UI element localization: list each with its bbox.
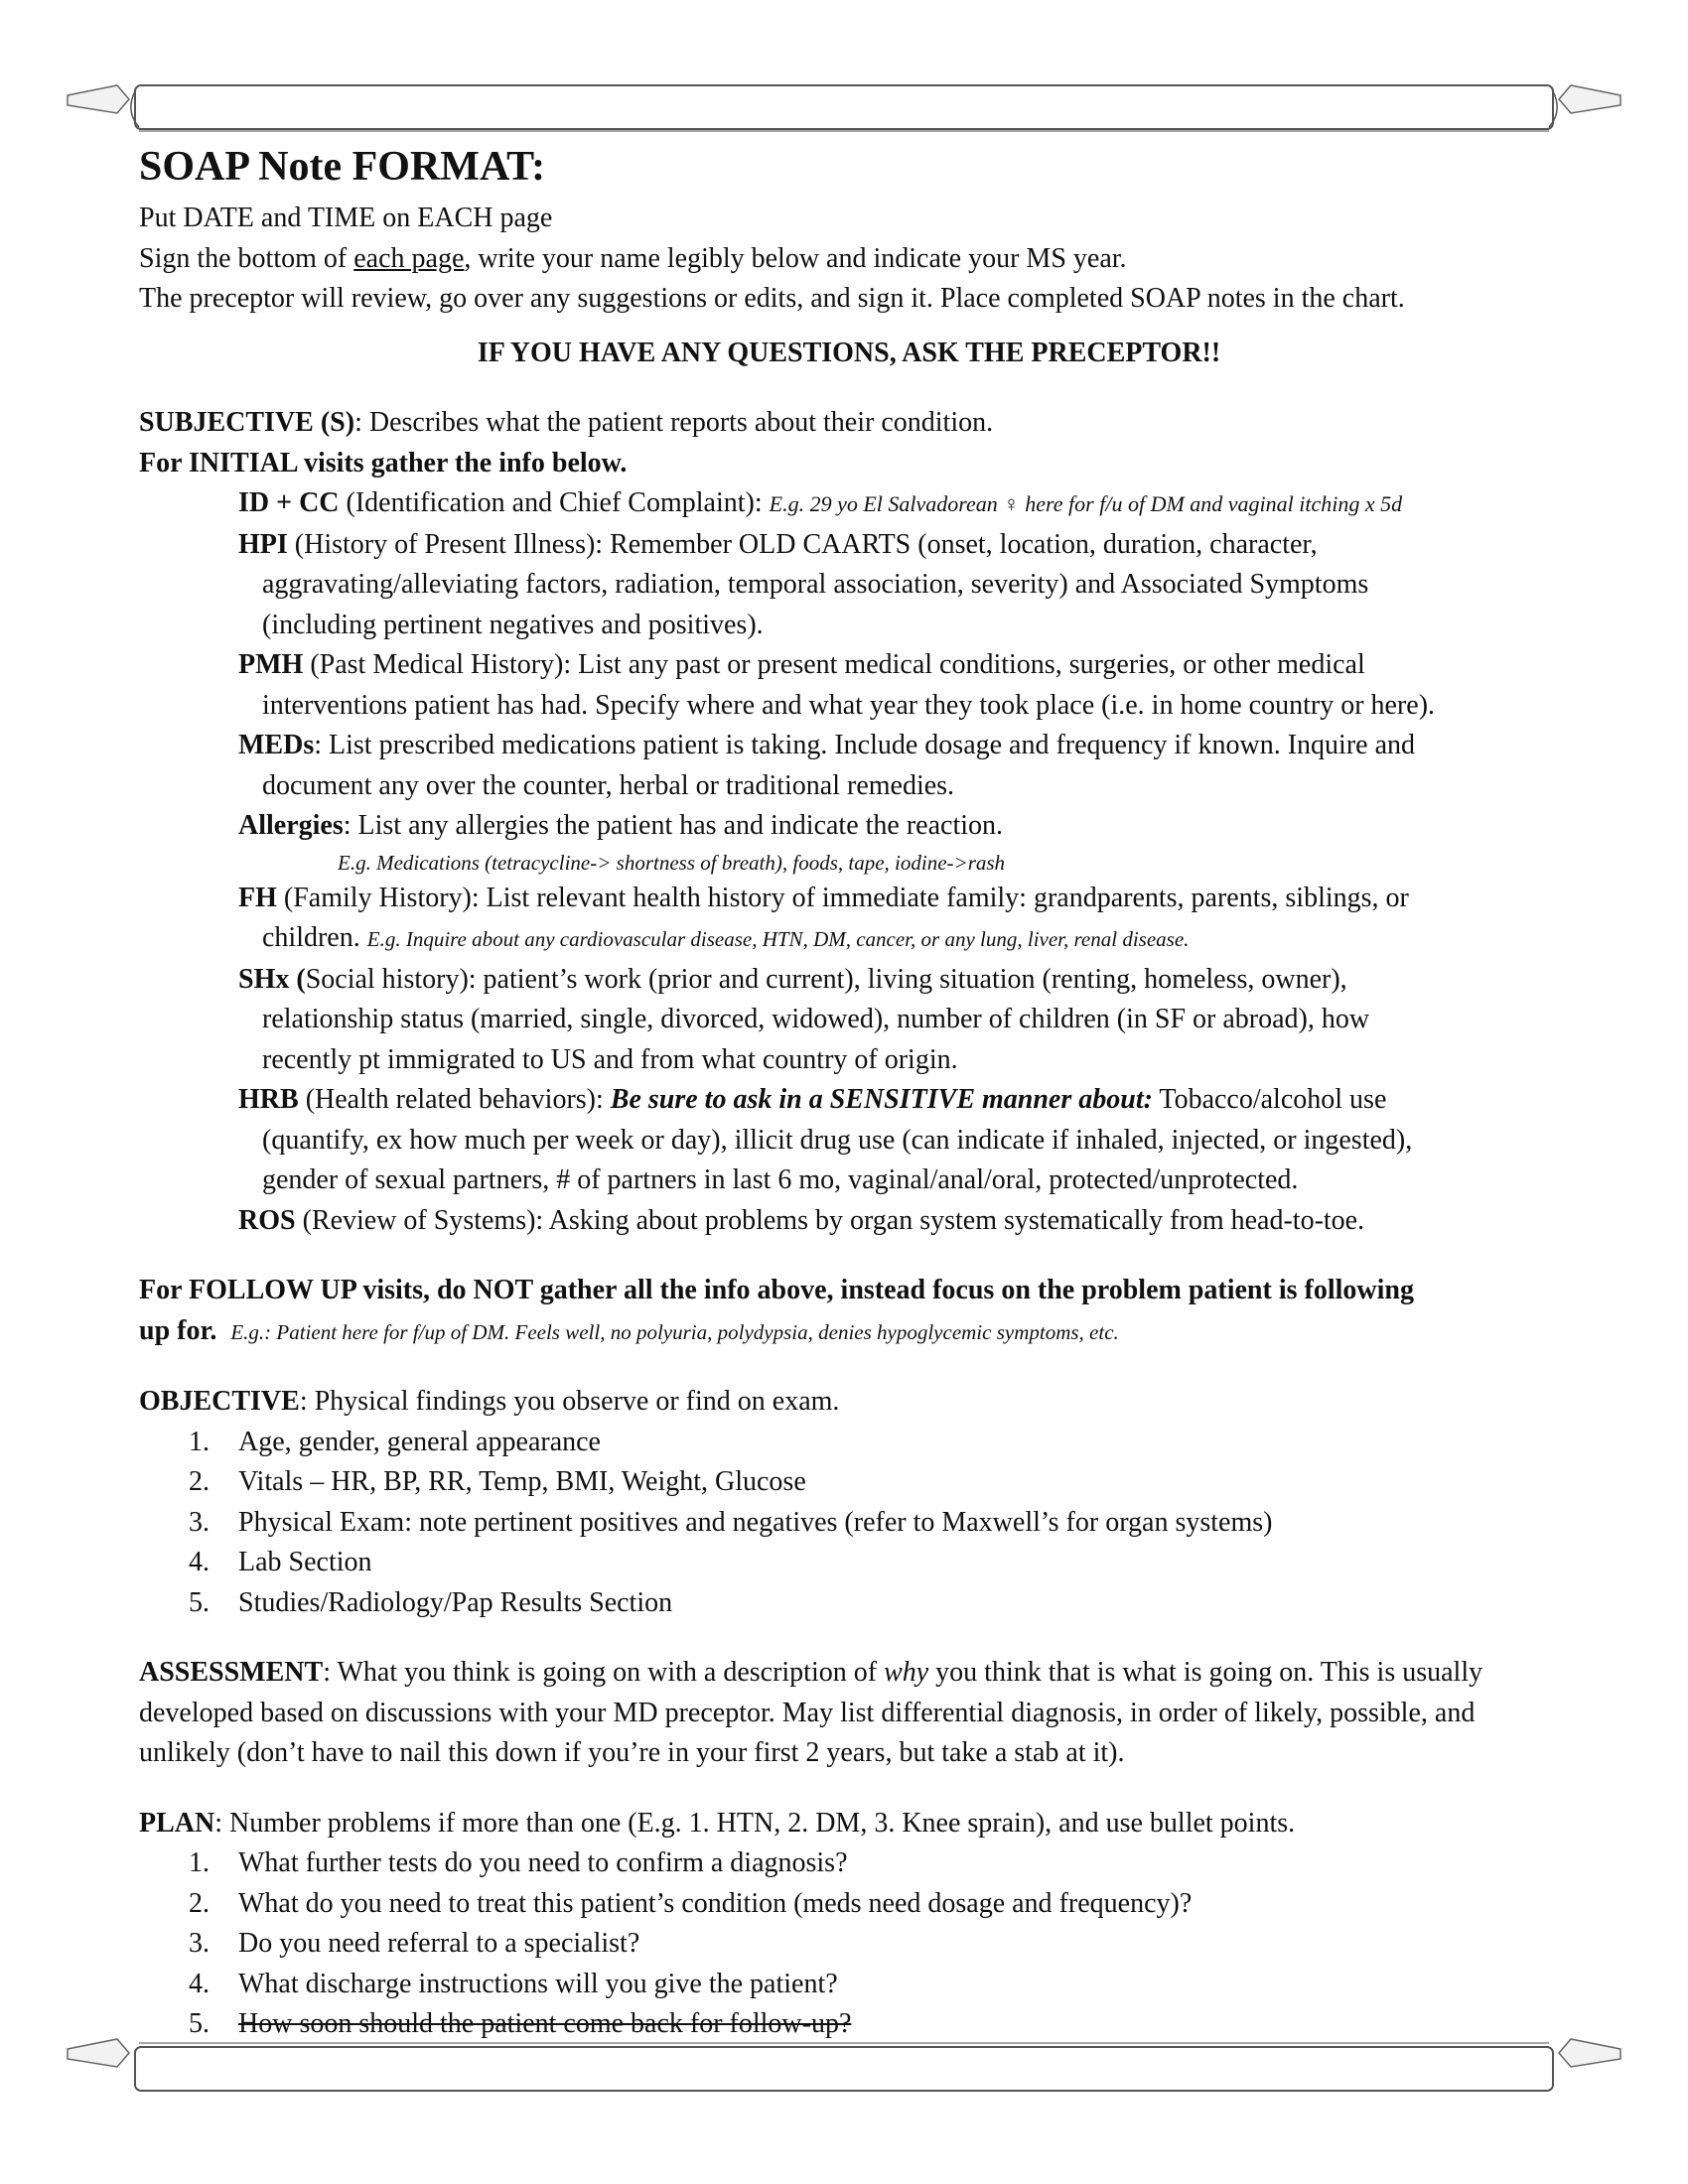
objective-heading-line — [139, 1382, 1559, 1423]
id-cc-text: (Identification and Chief Complaint): — [339, 487, 770, 518]
hpi-label: HPI — [238, 528, 288, 560]
id-cc-example: E.g. 29 yo El Salvadorean ♀ here for f/u of DM and vaginal itching x 5d — [769, 491, 1403, 516]
fh-line-2 — [262, 918, 1559, 960]
list-item-text: Studies/Radiology/Pap Results Section — [238, 1586, 673, 1618]
intro-underlined-text: each page — [353, 242, 465, 274]
shx-line-2: relationship status (married, single, divorced, widowed), number of children (in SF or abroad), how — [262, 1004, 1370, 1034]
ros-item — [238, 1201, 1559, 1242]
shx-label: SHx ( — [238, 963, 306, 995]
hrb-item — [238, 1080, 1559, 1121]
hpi-line-3: (including pertinent negatives and positives). — [262, 609, 764, 640]
list-item-text: What further tests do you need to confirm a diagnosis? — [238, 1847, 848, 1878]
pmh-item — [238, 645, 1559, 686]
hrb-emphasis: Be sure to ask in a SENSITIVE manner about: — [610, 1084, 1153, 1115]
list-number: 1. — [189, 1426, 210, 1457]
followup-line-2-bold: up for. — [139, 1314, 217, 1346]
intro-line-2 — [139, 239, 1559, 280]
list-number: 2. — [189, 1466, 210, 1497]
soap-document — [139, 139, 1559, 2045]
meds-line-1: : List prescribed medications patient is taking. Include dosage and frequency if known. Inquire and — [314, 730, 1416, 760]
list-item — [139, 1503, 1559, 1544]
subjective-desc: : Describes what the patient reports about their condition. — [354, 407, 994, 438]
list-number: 3. — [189, 1928, 210, 1959]
list-item-text: Do you need referral to a specialist? — [238, 1928, 640, 1959]
pmh-line-1: (Past Medical History): List any past or present medical conditions, surgeries, or other medical — [303, 649, 1365, 680]
list-number: 4. — [189, 1547, 210, 1577]
shx-item — [238, 960, 1559, 1001]
list-item — [139, 1543, 1559, 1583]
list-number: 5. — [189, 2008, 210, 2039]
list-number: 5. — [189, 1586, 210, 1618]
hrb-line-2: (quantify, ex how much per week or day), illicit drug use (can indicate if inhaled, injected, or ingested), — [262, 1124, 1413, 1156]
list-number: 3. — [189, 1506, 210, 1538]
list-item — [139, 1924, 1559, 1965]
hrb-label: HRB — [238, 1084, 299, 1115]
ros-line-1: (Review of Systems): Asking about problems by organ system systematically from head-to-toe. — [295, 1204, 1365, 1236]
list-item-text: Lab Section — [238, 1547, 372, 1577]
meds-label: MEDs — [238, 730, 315, 760]
list-number: 4. — [189, 1968, 210, 1999]
hrb-text: (Health related behaviors): — [298, 1084, 611, 1115]
fh-item — [238, 879, 1559, 919]
allergies-example: E.g. Medications (tetracycline-> shortness of breath), foods, tape, iodine->rash — [338, 850, 1006, 875]
assessment-italic: why — [884, 1657, 929, 1688]
list-number: 2. — [189, 1887, 210, 1919]
id-cc-item — [238, 483, 1559, 525]
plan-heading: PLAN — [139, 1807, 215, 1839]
objective-list — [139, 1423, 1559, 1624]
pmh-line-2: interventions patient has had. Specify where and what year they took place (i.e. in home country or here). — [262, 689, 1436, 721]
top-scroll-banner — [60, 81, 1628, 145]
fh-example: E.g. Inquire about any cardiovascular disease, HTN, DM, cancer, or any lung, liver, renal disease. — [366, 927, 1190, 951]
allergies-line-1: : List any allergies the patient has and indicate the reaction. — [343, 810, 1003, 841]
list-item — [139, 1423, 1559, 1463]
list-item-text: What do you need to treat this patient’s condition (meds need dosage and frequency)? — [238, 1887, 1193, 1919]
shx-line-1: Social history): patient’s work (prior and current), living situation (renting, homeless, owner), — [305, 963, 1347, 995]
subjective-heading: SUBJECTIVE (S) — [139, 407, 355, 438]
hpi-line-1: (History of Present Illness): Remember OLD CAARTS (onset, location, duration, character, — [287, 528, 1318, 560]
intro-line-2-pre: Sign the bottom of — [139, 242, 354, 274]
hrb-line-3: gender of sexual partners, # of partners in last 6 mo, vaginal/anal/oral, protected/unprotected. — [262, 1164, 1299, 1195]
intro-line-3: The preceptor will review, go over any suggestions or edits, and sign it. Place completed SOAP notes in the chart. — [139, 283, 1405, 314]
assessment-pre: : What you think is going on with a description of — [323, 1657, 885, 1688]
list-item — [139, 2004, 1559, 2045]
plan-list — [139, 1843, 1559, 2045]
list-number: 1. — [189, 1847, 210, 1878]
fh-line-1: (Family History): List relevant health history of immediate family: grandparents, parents, siblings, or — [276, 882, 1409, 913]
followup-line-1: For FOLLOW UP visits, do NOT gather all the info above, instead focus on the problem patient is following — [139, 1275, 1414, 1305]
list-item-text: Vitals – HR, BP, RR, Temp, BMI, Weight, Glucose — [238, 1466, 806, 1497]
plan-desc: : Number problems if more than one (E.g. 1. HTN, 2. DM, 3. Knee sprain), and use bullet points. — [214, 1807, 1296, 1839]
allergies-label: Allergies — [238, 810, 344, 841]
page-title: SOAP Note FORMAT: — [139, 144, 546, 190]
list-item — [139, 1965, 1559, 2005]
list-item — [139, 1583, 1559, 1624]
followup-line-2 — [139, 1311, 1559, 1353]
list-item-text: Age, gender, general appearance — [238, 1426, 601, 1457]
objective-desc: : Physical findings you observe or find on exam. — [299, 1386, 840, 1417]
pmh-label: PMH — [238, 649, 304, 680]
hrb-line-1-post: Tobacco/alcohol use — [1152, 1084, 1387, 1115]
preceptor-notice: IF YOU HAVE ANY QUESTIONS, ASK THE PRECEPTOR!! — [477, 337, 1221, 368]
assessment-paragraph — [139, 1653, 1559, 1774]
list-item-text: What discharge instructions will you give the patient? — [238, 1968, 838, 1999]
intro-line-1: Put DATE and TIME on EACH page — [139, 203, 553, 233]
subjective-heading-line — [139, 403, 1559, 444]
id-cc-label: ID + CC — [238, 487, 340, 518]
ros-label: ROS — [238, 1204, 296, 1236]
followup-example: E.g.: Patient here for f/up of DM. Feels well, no polyuria, polydypsia, denies hypoglycemic symptoms, etc. — [230, 1319, 1119, 1344]
fh-label: FH — [238, 882, 277, 913]
list-item — [139, 1884, 1559, 1925]
meds-item — [238, 726, 1559, 766]
bottom-scroll-banner — [60, 2035, 1628, 2099]
meds-line-2: document any over the counter, herbal or traditional remedies. — [262, 769, 955, 801]
shx-line-3: recently pt immigrated to US and from what country of origin. — [262, 1043, 958, 1075]
list-item-text: Physical Exam: note pertinent positives and negatives (refer to Maxwell’s for organ systems) — [238, 1506, 1273, 1538]
list-item-text: How soon should the patient come back for follow-up? — [238, 2008, 852, 2039]
assessment-heading: ASSESSMENT — [139, 1657, 324, 1688]
assessment-post: you think that is what is going on. This is usually developed based on discussions with your MD preceptor. May list differential diagnosis, in order of likely, possible, and unlikely (don’t have to nail this down if you’re in your first 2 years, but take a stab at it). — [139, 1657, 1483, 1768]
list-item — [139, 1462, 1559, 1503]
initial-visits-heading: For INITIAL visits gather the info below. — [139, 447, 628, 478]
list-item — [139, 1843, 1559, 1884]
hpi-line-2: aggravating/alleviating factors, radiation, temporal association, severity) and Associated Symptoms — [262, 569, 1369, 600]
allergies-item — [238, 806, 1559, 847]
intro-line-2-post: , write your name legibly below and indicate your MS year. — [464, 242, 1127, 274]
objective-heading: OBJECTIVE — [139, 1386, 300, 1417]
hpi-item — [238, 525, 1559, 566]
fh-line-2-text: children. — [262, 922, 367, 953]
plan-heading-line — [139, 1804, 1559, 1844]
